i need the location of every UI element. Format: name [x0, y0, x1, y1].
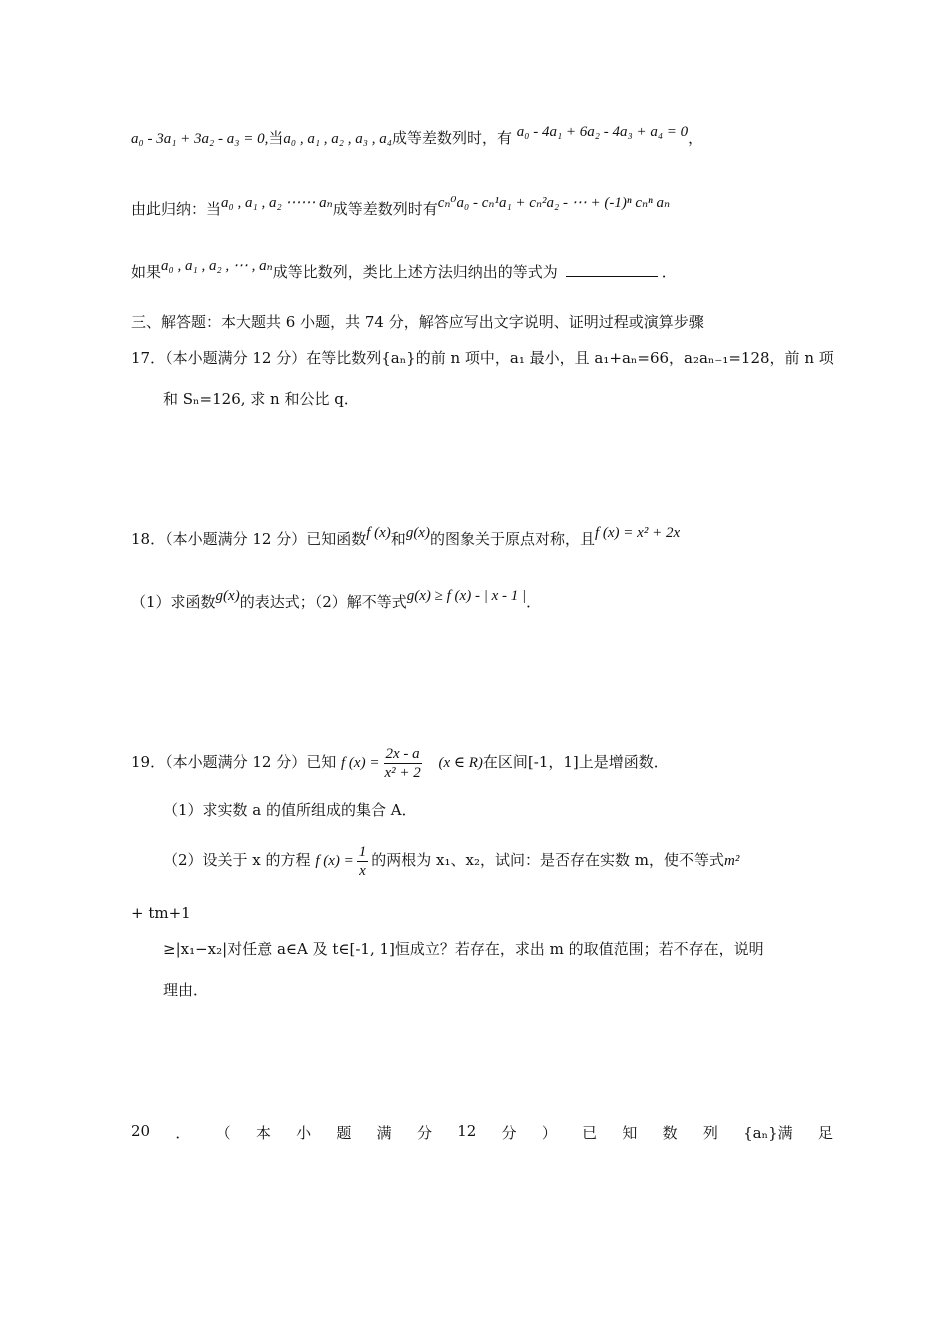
q20-char: 列	[702, 1124, 718, 1142]
q20-char: 数	[662, 1124, 678, 1142]
question-17-line1: 17．（本小题满分 12 分）在等比数列{aₙ}的前 n 项中，a₁ 最小，且 a₁+aₙ=66，a₂aₙ₋₁=128，前 n 项	[131, 349, 834, 367]
question-19-part2	[163, 840, 739, 881]
induction-text: 由此归纳：当	[131, 200, 222, 218]
q19-numerator: 2x - a	[385, 745, 420, 762]
period-2: ．	[526, 593, 542, 611]
section-heading: 三、解答题：本大题共 6 小题，共 74 分，解答应写出文字说明、证明过程或演算步骤	[131, 313, 704, 331]
q20-char: 分	[501, 1124, 517, 1142]
q19-intro: 19．（本小题满分 12 分）已知	[131, 753, 337, 771]
sequence-a0-a4: a₀ , a₁ , a₂ , a₃ , a₄	[283, 131, 392, 147]
question-19-line1	[131, 742, 669, 783]
q18-part1: （1）求函数	[131, 593, 216, 611]
question-17-line2: 和 Sₙ=126, 求 n 和公比 q．	[163, 390, 359, 408]
q18-symmetry: 的图象关于原点对称，且	[429, 530, 595, 548]
q20-char: 本	[255, 1124, 271, 1142]
q19-p2-m2: m²	[723, 853, 740, 869]
q19-fraction	[382, 745, 422, 782]
q20-char: 满	[376, 1124, 392, 1142]
q18-intro: 18．（本小题满分 12 分）已知函数	[131, 530, 367, 548]
q19-p2-f: f (x) =	[315, 853, 354, 869]
q19-p2-numerator: 1	[358, 843, 367, 860]
q20-char: （	[215, 1124, 231, 1142]
q19-denominator: x² + 2	[384, 764, 421, 781]
q20-char: 足	[817, 1124, 833, 1142]
question-19-reason: 理由．	[163, 981, 209, 999]
q20-char: 知	[622, 1124, 638, 1142]
q20-char: ）	[541, 1124, 557, 1142]
q18-part2: 的表达式；（2）解不等式	[239, 593, 407, 611]
q20-char: 分	[416, 1124, 432, 1142]
q20-char: 小	[296, 1124, 312, 1142]
question-18-line1	[131, 525, 681, 550]
inequality: g(x) ≥ f (x) - | x - 1 |	[406, 588, 527, 604]
q19-domain: (x ∈ R)	[438, 755, 483, 771]
q19-p2-denominator: x	[359, 862, 366, 879]
q20-char: {aₙ}满	[743, 1124, 793, 1142]
comma: ，	[688, 129, 704, 147]
q19-p2-intro: （2）设关于 x 的方程	[163, 851, 311, 869]
q20-char: 12	[457, 1122, 477, 1140]
period: ．	[661, 263, 677, 281]
g-of-x: g(x)	[405, 525, 430, 541]
line-3	[131, 258, 677, 283]
geo-text: 成等比数列，类比上述方法归纳出的等式为	[272, 263, 558, 281]
equation-difference-3: a₀ - 3a₁ + 3a₂ - a₃ = 0,	[131, 131, 269, 147]
q19-increasing: 在区间[-1，1]上是增函数．	[482, 753, 669, 771]
q20-char: 20	[131, 1122, 151, 1140]
question-18-line2	[131, 588, 542, 613]
arith-text: 成等差数列时，有	[391, 129, 512, 147]
question-19-part1: （1）求实数 a 的值所组成的集合 A．	[163, 801, 417, 819]
binomial-sum: cₙ⁰a₀ - cₙ¹a₁ + cₙ²a₂ - ⋯ + (-1)ⁿ cₙⁿ aₙ	[437, 195, 671, 211]
equation-difference-4: a₀ - 4a₁ + 6a₂ - 4a₃ + a₄ = 0	[516, 124, 689, 140]
sequence-a0-an: a₀ , a₁ , a₂ ⋯⋯ aₙ	[221, 195, 333, 211]
question-19-line-inequality: ≥|x₁−x₂|对任意 a∈A 及 t∈[-1, 1]恒成立？若存在，求出 m 的取值范围；若不存在，说明	[163, 940, 764, 958]
sequence-geometric: a₀ , a₁ , a₂ , ⋯ , aₙ	[161, 258, 273, 274]
q19-p2-fraction	[357, 843, 369, 880]
q19-p2-roots: 的两根为 x₁、x₂，试问：是否存在实数 m，使不等式	[371, 851, 724, 869]
and-text: 和	[390, 530, 406, 548]
when-text: 当	[268, 129, 284, 147]
question-20-line1	[131, 1122, 833, 1143]
arith-text-2: 成等差数列时有	[332, 200, 438, 218]
q20-char: 已	[582, 1124, 598, 1142]
question-19-continuation: + tm+1	[131, 904, 191, 922]
line-2	[131, 195, 671, 220]
line-1	[131, 124, 704, 149]
if-text: 如果	[131, 263, 162, 281]
q20-char: 题	[336, 1124, 352, 1142]
q20-char: ．	[175, 1124, 191, 1142]
g-of-x-2: g(x)	[215, 588, 240, 604]
q19-f: f (x) =	[341, 755, 380, 771]
f-of-x: f (x)	[366, 525, 391, 541]
f-definition: f (x) = x² + 2x	[594, 525, 681, 541]
answer-blank	[566, 262, 658, 277]
